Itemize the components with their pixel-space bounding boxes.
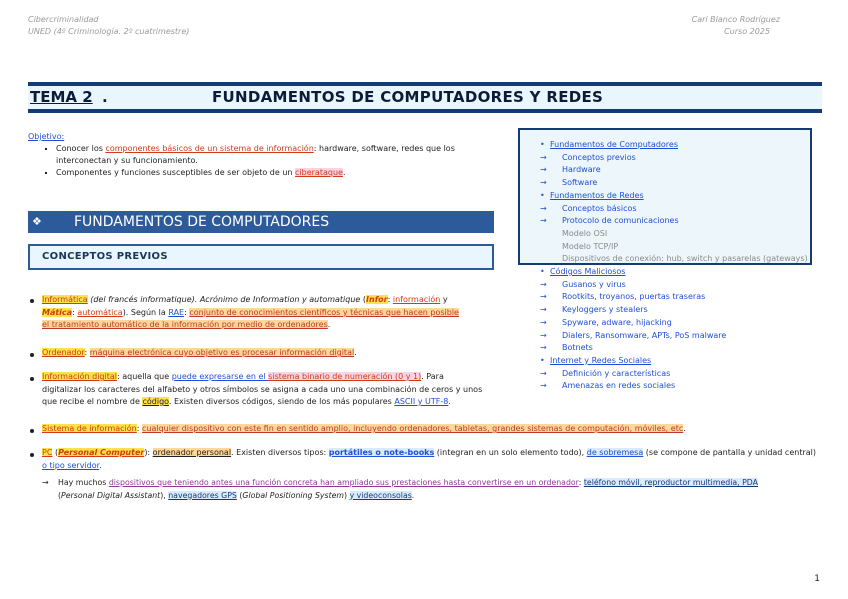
objetivo-item-2 [56,167,508,179]
definition-pc: ordenador personal [152,448,232,457]
objetivo-item-1 [56,143,508,167]
toc-item[interactable] [540,279,840,292]
toc-item[interactable] [540,330,840,343]
arrow-icon: → [540,305,547,315]
term-automatica: automática [77,307,123,317]
text: Global Positioning System [242,490,345,500]
diamond-icon: ❖ [32,215,42,228]
type-servidor: o tipo servidor [42,460,100,470]
toc-item-label: Software [562,178,598,188]
text: . [354,348,357,357]
bullet-icon: • [540,267,545,277]
toc-item-label: Modelo TCP/IP [562,241,619,251]
toc-item[interactable] [540,317,840,330]
bullet-icon [30,453,34,457]
text: ( [360,295,367,304]
bullet-icon [30,299,34,303]
type-sobremesa: de sobremesa [586,448,644,457]
definition-ordenador: máquina electrónica cuyo objetivo es procesar información digital [89,348,355,357]
type-portatiles: portátiles o note-books [328,448,435,457]
objetivo-block [28,131,508,179]
toc-item[interactable] [540,266,840,279]
toc-item-label: Botnets [562,343,593,353]
toc-item-label: Spyware, adware, hijacking [562,317,672,327]
text: : [184,307,190,317]
toc-item[interactable] [540,203,840,216]
toc-item[interactable] [540,164,840,177]
text: Information y automatique [252,295,361,304]
toc-item[interactable] [540,152,840,165]
ascii-utf8-highlight: ASCII y UTF-8 [394,397,449,406]
toc-item[interactable] [540,241,840,254]
text: . [683,424,686,433]
header-right [692,14,780,38]
text: . [327,320,331,329]
text: . [411,490,415,500]
text: : [578,478,584,487]
toc-item-label: Rootkits, troyanos, puertas traseras [562,292,706,302]
toc-item-label: Modelo OSI [562,228,608,238]
text: y [440,295,448,304]
bullet-icon [30,377,34,381]
text: ), [160,490,169,500]
ciberataque-highlight: ciberataque [295,168,343,177]
informatica-paragraph [42,294,494,332]
binary-system-highlight: sistema binario de numeración (0 y 1) [268,372,422,381]
toc-item-label: Conceptos previos [562,152,636,162]
toc-item[interactable] [540,228,840,241]
arrow-icon: → [540,343,547,353]
bullet-icon [30,353,34,357]
binary-highlight: puede expresarse en el [171,372,269,381]
text: . [99,460,102,470]
text: : [136,424,142,433]
text: ( [58,490,62,500]
rae-link[interactable]: RAE [168,307,185,317]
text: (integran en un solo elemento todo), [434,448,587,457]
header-year: Curso 2025 [724,27,770,36]
header-left [28,14,189,38]
term-matica: Mática [42,307,73,317]
objetivo-text: . [342,168,346,177]
arrow-icon: → [540,165,547,175]
term-codigo: código [142,397,169,406]
toc-item[interactable] [540,380,840,393]
toc-item-label: Conceptos básicos [562,203,637,213]
arrow-icon: → [540,216,547,226]
arrow-icon: → [540,381,547,391]
objetivo-label: Objetivo: [28,132,65,141]
header-university: UNED (4º Criminología. 2º cuatrimestre) [28,27,190,36]
dispositivos-highlight: dispositivos que teniendo antes una función concreta han ampliado sus prestaciones hasta convertirse en un ordenador [108,478,579,487]
text: : aquella que [116,372,172,381]
arrow-icon: → [42,478,49,487]
text: : [72,307,78,317]
text: Personal Digital Assistant [61,490,161,500]
arrow-icon: → [540,317,547,327]
header-course: Cibercriminalidad [28,15,99,24]
text: digitalizar los caracteres del alfabeto y otros símbolos se asigna a cada uno una combinación de ceros y unos [42,384,483,394]
toc-item-label: Internet y Redes Sociales [550,355,652,365]
toc-item[interactable] [540,253,840,266]
toc-item[interactable] [540,190,840,203]
arrow-icon: → [540,279,547,289]
ordenador-paragraph [42,347,494,360]
term-ordenador: Ordenador [42,348,85,357]
tema-dot: . [102,88,108,106]
objetivo-text: : hardware, software, redes que los [313,144,455,153]
pc-paragraph [42,447,832,472]
devices-list: teléfono móvil, reproductor multimedia, PDA [583,478,758,487]
tema-number: TEMA 2 [30,88,93,106]
toc-item-label: Amenazas en redes sociales [562,381,676,391]
toc-item-label: Dispositivos de conexión: hub, switch y pasarelas (gateways) [562,254,808,264]
bullet-icon: • [540,140,545,149]
toc-item[interactable] [540,342,840,355]
term-informacion-digital: Información digital [42,372,117,381]
text: : [387,295,393,304]
arrow-icon: → [540,178,547,188]
text: . Para [421,372,444,381]
text: que recibe el nombre de [42,397,143,406]
toc-item-label: Códigos Maliciosos [550,267,626,277]
objetivo-text: Componentes y funciones susceptibles de ser objeto de un [56,168,296,177]
toc-item-label: Gusanos y virus [562,279,626,289]
term-informacion: información [392,295,441,304]
toc-item[interactable] [540,177,840,190]
page-number: 1 [814,574,820,584]
toc-item-label: Fundamentos de Redes [550,190,644,200]
info-digital-paragraph [42,371,502,409]
toc-item[interactable] [540,355,840,368]
definition-sistema-informacion: cualquier dispositivo con este fin en sentido amplio, incluyendo ordenadores, tabletas, grandes sistemas de computación, móviles, etc [142,424,684,433]
arrow-icon: → [540,292,547,302]
dispositivos-paragraph [58,477,838,502]
toc-item-label: Keyloggers y stealers [562,305,648,315]
toc-list [540,139,840,393]
tema-title: FUNDAMENTOS DE COMPUTADORES Y REDES [212,88,604,106]
text: ). Según la [122,307,169,317]
bullet-icon [30,429,34,433]
text: ( [52,448,59,457]
toc-item[interactable] [540,304,840,317]
arrow-icon: → [540,330,547,340]
text: . [448,397,451,406]
subsection-title: CONCEPTOS PREVIOS [42,251,168,262]
toc-item[interactable] [540,215,840,228]
devices-gps: navegadores GPS [168,490,237,500]
arrow-icon: → [540,203,547,213]
arrow-icon: → [540,368,547,378]
toc-item-label: Protocolo de comunicaciones [562,216,679,226]
toc-item-label: Fundamentos de Computadores [550,140,678,149]
devices-consolas: y videoconsolas [349,490,412,500]
section-title: FUNDAMENTOS DE COMPUTADORES [74,214,330,230]
objetivo-text: Conocer los [56,144,106,153]
toc-item-label: Definición y características [562,368,671,378]
text: . Existen diversos códigos, siendo de los más populares [168,397,395,406]
text: (del francés informatique). Acrónimo de [87,295,253,304]
objetivo-highlight: componentes básicos de un sistema de información [105,144,314,153]
text: ): [144,448,153,457]
toc-item-label: Hardware [562,165,601,175]
bullet-icon: • [540,190,545,200]
toc-item[interactable] [540,291,840,304]
definition-informatica: conjunto de conocimientos científicos y técnicas que hacen posible [189,307,459,317]
text: (se compone de pantalla y unidad central) [643,448,816,457]
text: Hay muchos [58,478,109,487]
term-infor: Infor [366,295,388,304]
text: ( [236,490,243,500]
text: . Existen diversos tipos: [231,448,329,457]
text: : [84,348,90,357]
objetivo-text: interconectan y su funcionamiento. [56,156,198,165]
sistema-info-paragraph [42,423,832,436]
toc-item-label: Dialers, Ransomware, APTs, PoS malware [562,330,727,340]
definition-informatica: el tratamiento automático de la información por medio de ordenadores [42,320,328,329]
term-sistema-informacion: Sistema de información [42,424,137,433]
bullet-icon: • [540,355,545,365]
term-informatica: Informática [42,295,88,304]
text: ) [344,490,350,500]
toc-item[interactable] [540,368,840,381]
arrow-icon: → [540,152,547,162]
toc-item[interactable] [540,139,840,152]
term-personal-computer: Personal Computer [58,448,145,457]
term-pc: PC [42,448,53,457]
header-author: Cari Blanco Rodríguez [691,15,780,24]
